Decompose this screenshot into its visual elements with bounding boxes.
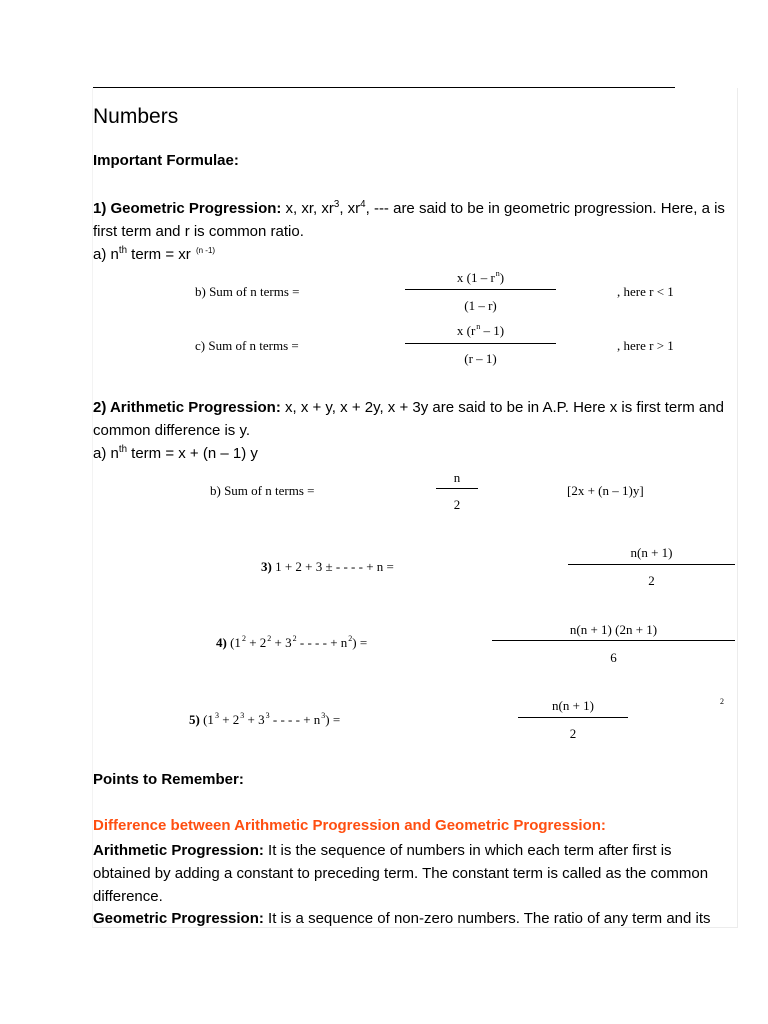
gp-nth-sup: th [118,245,127,256]
points-heading: Points to Remember: [93,771,244,788]
gp-nth-text: term = xr [127,246,195,263]
gp-sum-b-condition: , here r < 1 [617,284,674,299]
formula-5-number: 5) [189,712,200,727]
ap-sum-denominator: 2 [453,497,461,512]
ap-nth-term [93,442,258,465]
gp-paragraph [93,197,733,243]
formula-4-text: + 3 [271,635,292,650]
ap-sum-numerator: n [453,470,461,485]
formula-3-text: 1 + 2 + 3 ± - - - - + n = [271,559,394,574]
gp-nth-term [93,243,215,268]
gp-text: , xr [339,200,361,217]
formula-3-numerator: n(n + 1) [630,545,673,560]
formula-5-numerator: n(n + 1) [552,698,594,713]
formula-4-text: - - - - + n [296,635,348,650]
formula-4-numerator: n(n + 1) (2n + 1) [569,622,658,637]
gp-text: x, xr, xr [281,200,334,217]
ap-nth-sup: th [118,444,127,455]
formula-4-fraction-bar [492,640,735,641]
ap-paragraph [93,396,733,442]
gp-sup: 4 [360,199,366,210]
formula-4-expression [216,635,367,651]
formula-5-fraction-bar [518,717,628,718]
gp-sum-b-denominator: (1 – r) [464,298,497,313]
formula-5-text: ) = [325,712,341,727]
gp-sum-b-num-text: x (1 – r [456,270,495,285]
formula-5-sup: 3 [214,711,219,720]
difference-heading: Difference between Arithmetic Progression and Geometric Progression: [93,817,606,834]
gp-nth-text: a) n [93,246,119,263]
ap-label: 2) Arithmetic Progression: [93,399,281,416]
ap-nth-text: a) n [93,445,119,462]
gp-sum-b-fraction-bar [405,289,556,290]
gp-sum-b-label: b) Sum of n terms = [195,284,300,299]
formula-4-sup: 2 [267,634,272,643]
formula-5-sup: 3 [265,711,270,720]
gp-label: 1) Geometric Progression: [93,200,282,217]
gp-nth-exponent: (n -1) [195,246,216,255]
formula-3-fraction-bar [568,564,735,565]
gp-definition-label: Geometric Progression: [93,910,264,927]
gp-sum-c-num-text: – 1) [480,323,505,338]
formula-5-expression [189,712,340,728]
gp-sum-c-num-sup: n [476,322,481,331]
gp-sum-c-num-text: x (r [456,323,476,338]
formula-5-sup: 3 [240,711,245,720]
formula-4-number: 4) [216,635,227,650]
formula-5-power: 2 [720,697,724,706]
ap-sum-rest: [2x + (n – 1)y] [567,483,644,498]
formula-4-sup: 2 [241,634,246,643]
formula-4-sup: 2 [348,634,353,643]
ap-definition-text: It is the sequence of numbers in which each term after first is obtained by adding a constant to preceding term. The constant term is called as the common difference. [93,842,709,905]
gp-sum-b-num-text: ) [499,270,505,285]
formula-4-text: + 2 [245,635,267,650]
gp-definition-text: It is a sequence of non-zero numbers. The ratio of any term and its [263,910,711,927]
gp-text: , --- are said to be in geometric progression. Here, a is first term and r is common ratio. [93,200,725,240]
ap-definition [93,839,733,908]
important-heading: Important Formulae: [93,152,239,169]
gp-sum-c-numerator [405,323,556,339]
formula-5-text: + 3 [244,712,265,727]
formula-4-text: (1 [226,635,241,650]
formula-4-denominator: 6 [610,650,617,665]
formula-4-text: ) = [352,635,368,650]
gp-sum-c-fraction-bar [405,343,556,344]
gp-sum-b-numerator [405,270,556,286]
page-title: Numbers [93,105,179,128]
ap-text: x, x + y, x + 2y, x + 3y are said to be in A.P. Here x is first term and common difference is y. [93,399,724,439]
ap-definition-label: Arithmetic Progression: [93,842,264,859]
gp-sup: 3 [333,199,340,210]
gp-sum-b-num-sup: n [495,269,500,278]
ap-sum-fraction-bar [436,488,478,489]
formula-5-text: - - - - + n [269,712,321,727]
formula-3-expression [261,559,394,575]
ap-nth-text: term = x + (n – 1) y [127,445,258,462]
formula-3-number: 3) [261,559,272,574]
formula-3-denominator: 2 [648,573,655,588]
formula-5-text: + 2 [218,712,240,727]
gp-definition [93,907,711,930]
gp-sum-c-label: c) Sum of n terms = [195,338,299,353]
ap-sum-label: b) Sum of n terms = [210,483,315,498]
gp-sum-c-denominator: (r – 1) [464,351,497,366]
formula-5-sup: 3 [321,711,326,720]
formula-5-denominator: 2 [569,726,577,741]
formula-5-text: (1 [199,712,214,727]
gp-sum-c-condition: , here r > 1 [617,338,674,353]
formula-4-sup: 2 [292,634,297,643]
